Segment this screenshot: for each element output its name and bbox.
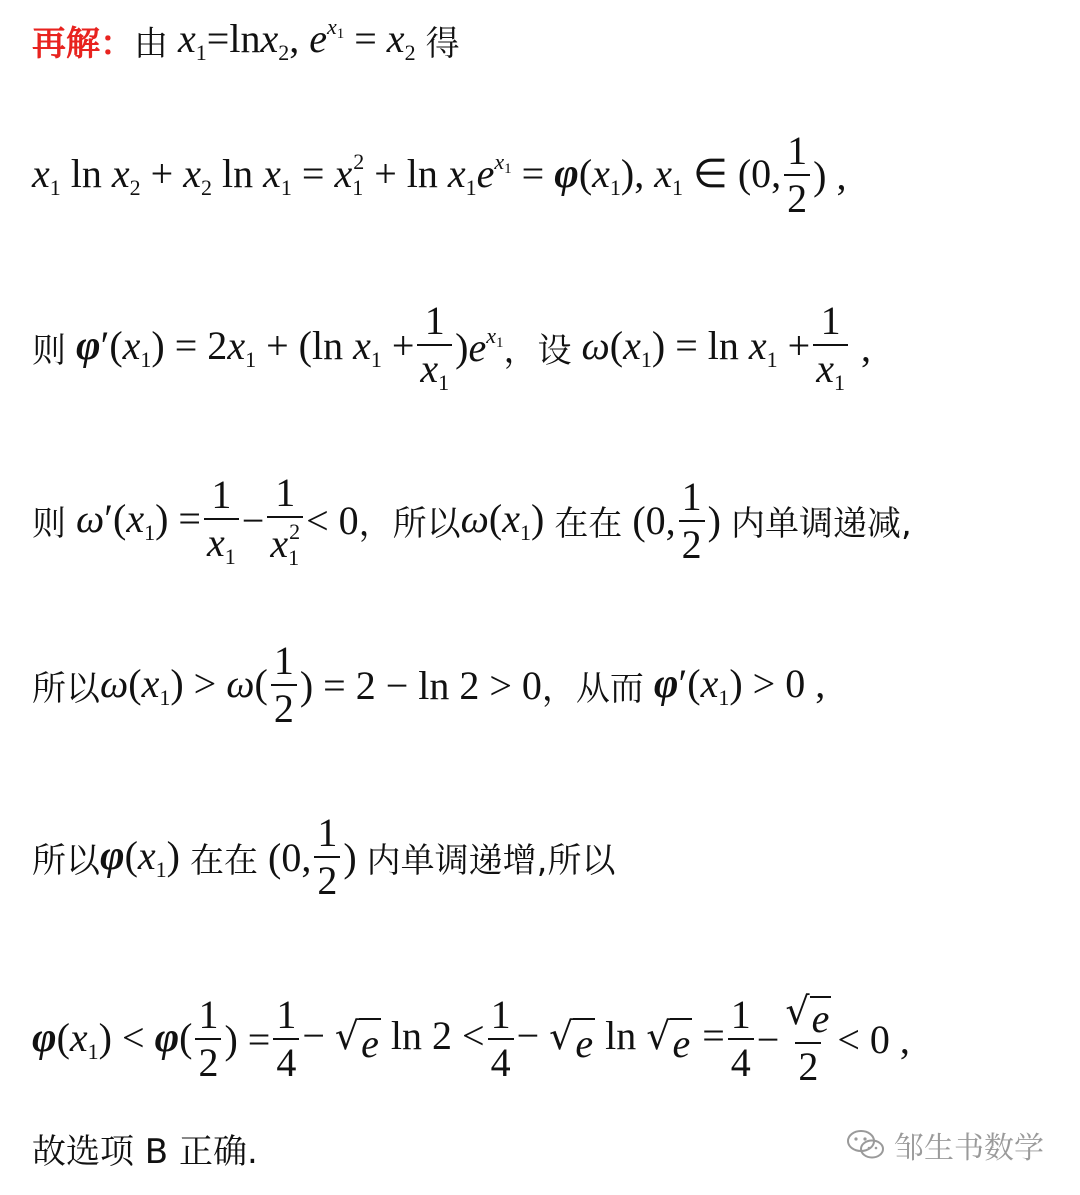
line-4 bbox=[32, 472, 912, 569]
text-ze-2: 则 bbox=[32, 504, 66, 545]
line-3 bbox=[32, 300, 871, 394]
formula-7c: − √ e ln √ e = bbox=[516, 1012, 725, 1066]
line-6 bbox=[32, 812, 615, 902]
formula-4d: (0, bbox=[622, 498, 676, 544]
paren-close-2: ) bbox=[343, 834, 367, 880]
wechat-icon bbox=[846, 1128, 886, 1162]
text-you: 由 bbox=[134, 23, 168, 64]
fraction-half-b: $\frac{1}{2}$ bbox=[679, 476, 705, 566]
minus-sign-2: − bbox=[756, 1016, 780, 1062]
watermark-text: 邹生书数学 bbox=[894, 1131, 1044, 1166]
text-zaizai-2: 在在 bbox=[190, 840, 258, 881]
formula-7d: < 0 , bbox=[837, 1016, 910, 1062]
formula-5c: $\varphi'(x_1) > 0$ , bbox=[653, 660, 826, 710]
fraction-1-over-x1-b: $\frac{1}{x_1}$ bbox=[813, 300, 848, 394]
formula-3b: )$e^{x1}$ bbox=[455, 323, 504, 371]
text-increasing: 内单调递增, bbox=[366, 840, 548, 881]
text-comma-2: ， bbox=[358, 504, 393, 545]
fraction-1-over-x1-sq: $\frac{1}{x_1^2}$ bbox=[267, 472, 303, 569]
text-she: 设 bbox=[537, 330, 572, 371]
formula-6b: (0, bbox=[258, 834, 312, 880]
formula-5a: $\omega(x_1) > \omega$( bbox=[100, 660, 268, 710]
line-1 bbox=[32, 14, 460, 66]
formula-2: $x_1$ $\ln x_2 + x_2$ $\ln x_1 = x_1^2 + \ln x_1e^{x1} = \varphi(x_1)$, $x_1$ ∈ (0, bbox=[32, 149, 782, 200]
minus-sign: − bbox=[241, 498, 265, 544]
line-2 bbox=[32, 130, 847, 220]
formula-6a: $\varphi(x_1)$ bbox=[100, 832, 190, 882]
formula-1: $x_1=\ln x_2$, $e^{x1} = x_2$ bbox=[178, 14, 416, 65]
formula-2-end: ) , bbox=[813, 152, 847, 198]
text-suoyi: 所以 bbox=[392, 504, 461, 545]
text-decreasing: 内单调递减, bbox=[730, 504, 912, 545]
watermark bbox=[846, 1123, 1044, 1167]
formula-3-end: , bbox=[850, 324, 871, 370]
fraction-half: $\frac{1}{2}$ bbox=[784, 130, 810, 220]
formula-3a: $\varphi'(x_1) = 2x_1 + (\ln$ $x_1$ + bbox=[76, 322, 415, 372]
eq-sign: ) = bbox=[224, 1016, 271, 1062]
line-5 bbox=[32, 640, 825, 730]
formula-7a: $\varphi(x_1) < \varphi$( bbox=[32, 1014, 193, 1064]
formula-4a: $\omega'(x_1)$ = bbox=[76, 496, 201, 546]
text-comma-3: ， bbox=[541, 668, 576, 709]
sqrt-e-c: √ e bbox=[646, 1013, 691, 1066]
text-suoyi-4: 所以 bbox=[547, 840, 616, 881]
text-congeer: 从而 bbox=[575, 668, 644, 709]
fraction-half-e: $\frac{1}{2}$ bbox=[195, 994, 221, 1084]
text-zaizai: 在在 bbox=[554, 504, 623, 545]
solution-heading: 再解： bbox=[32, 23, 134, 64]
text-suoyi-2: 所以 bbox=[32, 668, 100, 709]
sqrt-e-b: √ e bbox=[549, 1013, 594, 1066]
fraction-half-d: $\frac{1}{2}$ bbox=[314, 812, 340, 902]
line-8 bbox=[32, 1124, 258, 1173]
sqrt-e: √ e bbox=[334, 1013, 379, 1066]
fraction-quarter: $\frac{1}{4}$ bbox=[273, 994, 299, 1084]
text-comma: ， bbox=[503, 330, 538, 371]
fraction-half-c: $\frac{1}{2}$ bbox=[271, 640, 297, 730]
formula-4c: $\omega(x_1)$ bbox=[460, 496, 555, 546]
formula-3c: $\omega(x_1) = \ln x_1$ + bbox=[581, 322, 811, 372]
fraction-quarter-c: $\frac{1}{4}$ bbox=[728, 994, 754, 1084]
fraction-1-over-x1-c: $\frac{1}{x_1}$ bbox=[204, 474, 239, 568]
line-7 bbox=[32, 990, 910, 1088]
formula-7b: − √ e ln 2 < bbox=[302, 1012, 485, 1066]
formula-5b: ) = 2 − ln 2 > 0 bbox=[299, 662, 542, 708]
fraction-sqrt-e-over-2: √ e 2 bbox=[785, 989, 830, 1089]
paren-close: ) bbox=[707, 498, 731, 544]
text-de: 得 bbox=[425, 23, 460, 64]
fraction-1-over-x1: $\frac{1}{x_1}$ bbox=[417, 300, 452, 394]
formula-4b: < 0 bbox=[306, 498, 359, 544]
text-ze: 则 bbox=[32, 330, 66, 371]
text-suoyi-3: 所以 bbox=[32, 840, 100, 881]
fraction-quarter-b: $\frac{1}{4}$ bbox=[488, 994, 514, 1084]
conclusion-text: 故选项 B 正确. bbox=[32, 1132, 258, 1172]
